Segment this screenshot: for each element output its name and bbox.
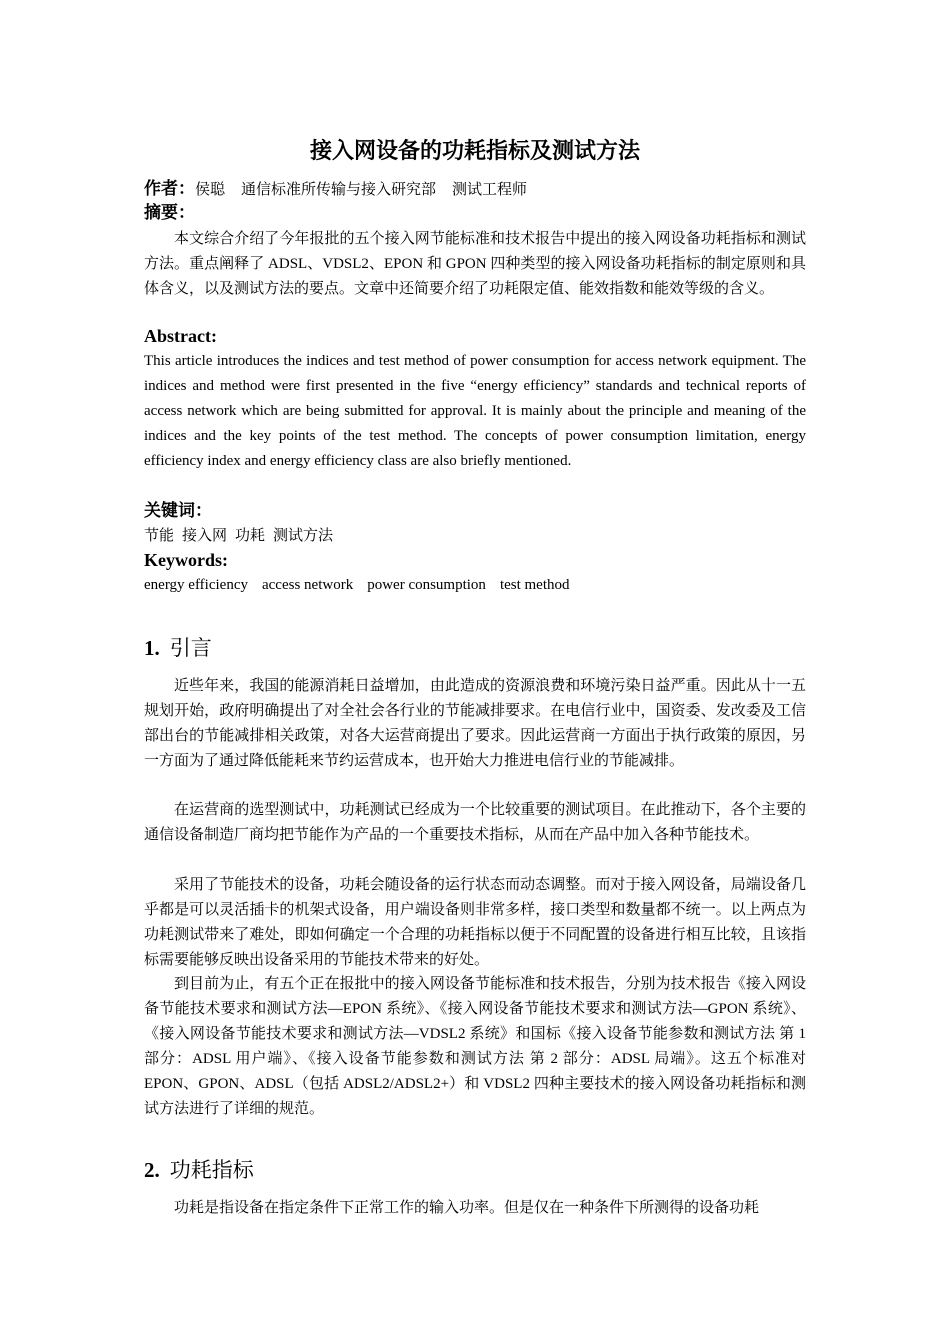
keyword-cn: 测试方法 xyxy=(273,528,334,544)
section-1-paragraph: 近些年来，我国的能源消耗日益增加，由此造成的资源浪费和环境污染日益严重。因此从十一五规划开始，政府明确提出了对全社会各行业的节能减排要求。在电信行业中，国资委、发改委及工信部出台的节能减排相关政策，对各大运营商提出了要求。因此运营商一方面出于执行政策的原因，另一方面为了通过降低能耗来节约运营成本，也开始大力推进电信行业的节能减排。 xyxy=(144,678,806,769)
abstract-en-text: This article introduces the indices and test method of power consumption for access network equipment. The indices and method were first presented in the five “energy efficiency” standards and technical reports of access network which are being submitted for approval. It is mainly about the principle and meaning of the indices and the key points of the test method. The concepts of power consumption limitation, energy efficiency index and energy efficiency class are also briefly mentioned. xyxy=(144,353,806,469)
section-2-paragraph: 功耗是指设备在指定条件下正常工作的输入功率。但是仅在一种条件下所测得的设备功耗 xyxy=(174,1200,760,1216)
author-dept: 通信标准所传输与接入研究部 xyxy=(241,182,437,198)
page-title: 接入网设备的功耗指标及测试方法 xyxy=(309,138,640,163)
keywords-en-list xyxy=(144,574,584,596)
abstract-cn-text: 本文综合介绍了今年报批的五个接入网节能标准和技术报告中提出的接入网设备功耗指标和测试方法。重点阐释了 ADSL、VDSL2、EPON 和 GPON 四种类型的接入网设备功耗指标的制定原则和具体含义，以及测试方法的要点。文章中还简要介绍了功耗限定值、能效指数和能效等级的含义。 xyxy=(144,231,806,297)
keyword-en: test method xyxy=(499,577,570,593)
keyword-cn: 节能 xyxy=(144,528,175,544)
author-line xyxy=(144,178,527,201)
abstract-cn-label: 摘要： xyxy=(144,203,195,222)
section-1-paragraph: 在运营商的选型测试中，功耗测试已经成为一个比较重要的测试项目。在此推动下，各个主要的通信设备制造厂商均把节能作为产品的一个重要技术指标，从而在产品中加入各种节能技术。 xyxy=(144,802,806,843)
keywords-en-label: Keywords: xyxy=(144,550,228,570)
keyword-cn: 接入网 xyxy=(182,528,228,544)
section-title: 功耗指标 xyxy=(169,1158,254,1182)
keyword-en: power consumption xyxy=(367,577,486,593)
section-2-heading xyxy=(144,1156,254,1184)
keywords-cn-label: 关键词： xyxy=(144,501,212,520)
keyword-en: energy efficiency xyxy=(144,577,248,593)
keyword-en: access network xyxy=(261,577,354,593)
section-number: 1. xyxy=(144,636,160,660)
section-number: 2. xyxy=(144,1158,160,1182)
section-title: 引言 xyxy=(169,636,212,660)
abstract-en-label: Abstract: xyxy=(144,326,217,346)
author-label: 作者： xyxy=(144,179,195,198)
author-name: 侯聪 xyxy=(195,182,226,198)
author-position: 测试工程师 xyxy=(452,182,528,198)
keyword-cn: 功耗 xyxy=(235,528,266,544)
section-1-heading xyxy=(144,634,212,662)
keywords-cn-list xyxy=(144,525,341,547)
section-1-paragraph: 采用了节能技术的设备，功耗会随设备的运行状态而动态调整。而对于接入网设备，局端设备几乎都是可以灵活插卡的机架式设备，用户端设备则非常多样，接口类型和数量都不统一。以上两点为功耗测试带来了难处，即如何确定一个合理的功耗指标以便于不同配置的设备进行相互比较，且该指标需要能够反映出设备采用的节能技术带来的好处。 xyxy=(144,877,806,968)
section-1-paragraph: 到目前为止，有五个正在报批中的接入网设备节能标准和技术报告，分别为技术报告《接入网设备节能技术要求和测试方法—EPON 系统》、《接入网设备节能技术要求和测试方法—GPON 系统》、《接入网设备节能技术要求和测试方法—VDSL2 系统》和国标《接入设备节能参数和测试方法 第 1 部分：ADSL 用户端》、《接入设备节能参数和测试方法 第 2 部分：ADSL 局端》。这五个标准对 EPON、GPON、ADSL（包括 ADSL2/ADSL2+）和 VDSL2 四种主要技术的接入网设备功耗指标和测试方法进行了详细的规范。 xyxy=(144,976,806,1117)
